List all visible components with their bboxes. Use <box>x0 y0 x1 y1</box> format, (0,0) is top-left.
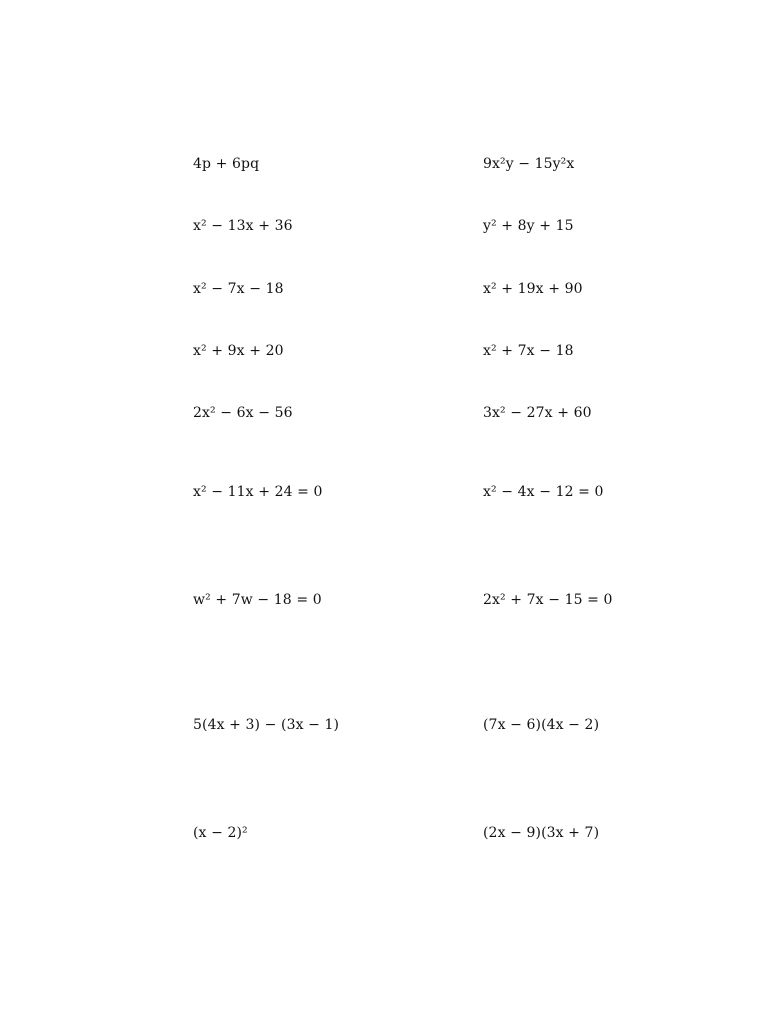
problem-16: (7x − 6)(4x − 2) <box>483 717 600 733</box>
problem-15: 5(4x + 3) − (3x − 1) <box>193 717 340 733</box>
problem-6: x² + 19x + 90 <box>483 281 583 297</box>
problem-4: y² + 8y + 15 <box>483 218 574 234</box>
problem-17: (x − 2)² <box>193 825 248 841</box>
problem-10: 3x² − 27x + 60 <box>483 405 592 421</box>
problem-18: (2x − 9)(3x + 7) <box>483 825 600 841</box>
problem-13: w² + 7w − 18 = 0 <box>193 592 322 608</box>
problem-14: 2x² + 7x − 15 = 0 <box>483 592 613 608</box>
problem-7: x² + 9x + 20 <box>193 343 284 359</box>
problem-2: 9x²y − 15y²x <box>483 156 575 172</box>
problem-1: 4p + 6pq <box>193 156 260 172</box>
problem-5: x² − 7x − 18 <box>193 281 284 297</box>
problem-11: x² − 11x + 24 = 0 <box>193 484 323 500</box>
problem-12: x² − 4x − 12 = 0 <box>483 484 604 500</box>
problem-8: x² + 7x − 18 <box>483 343 574 359</box>
problem-3: x² − 13x + 36 <box>193 218 293 234</box>
problem-9: 2x² − 6x − 56 <box>193 405 293 421</box>
